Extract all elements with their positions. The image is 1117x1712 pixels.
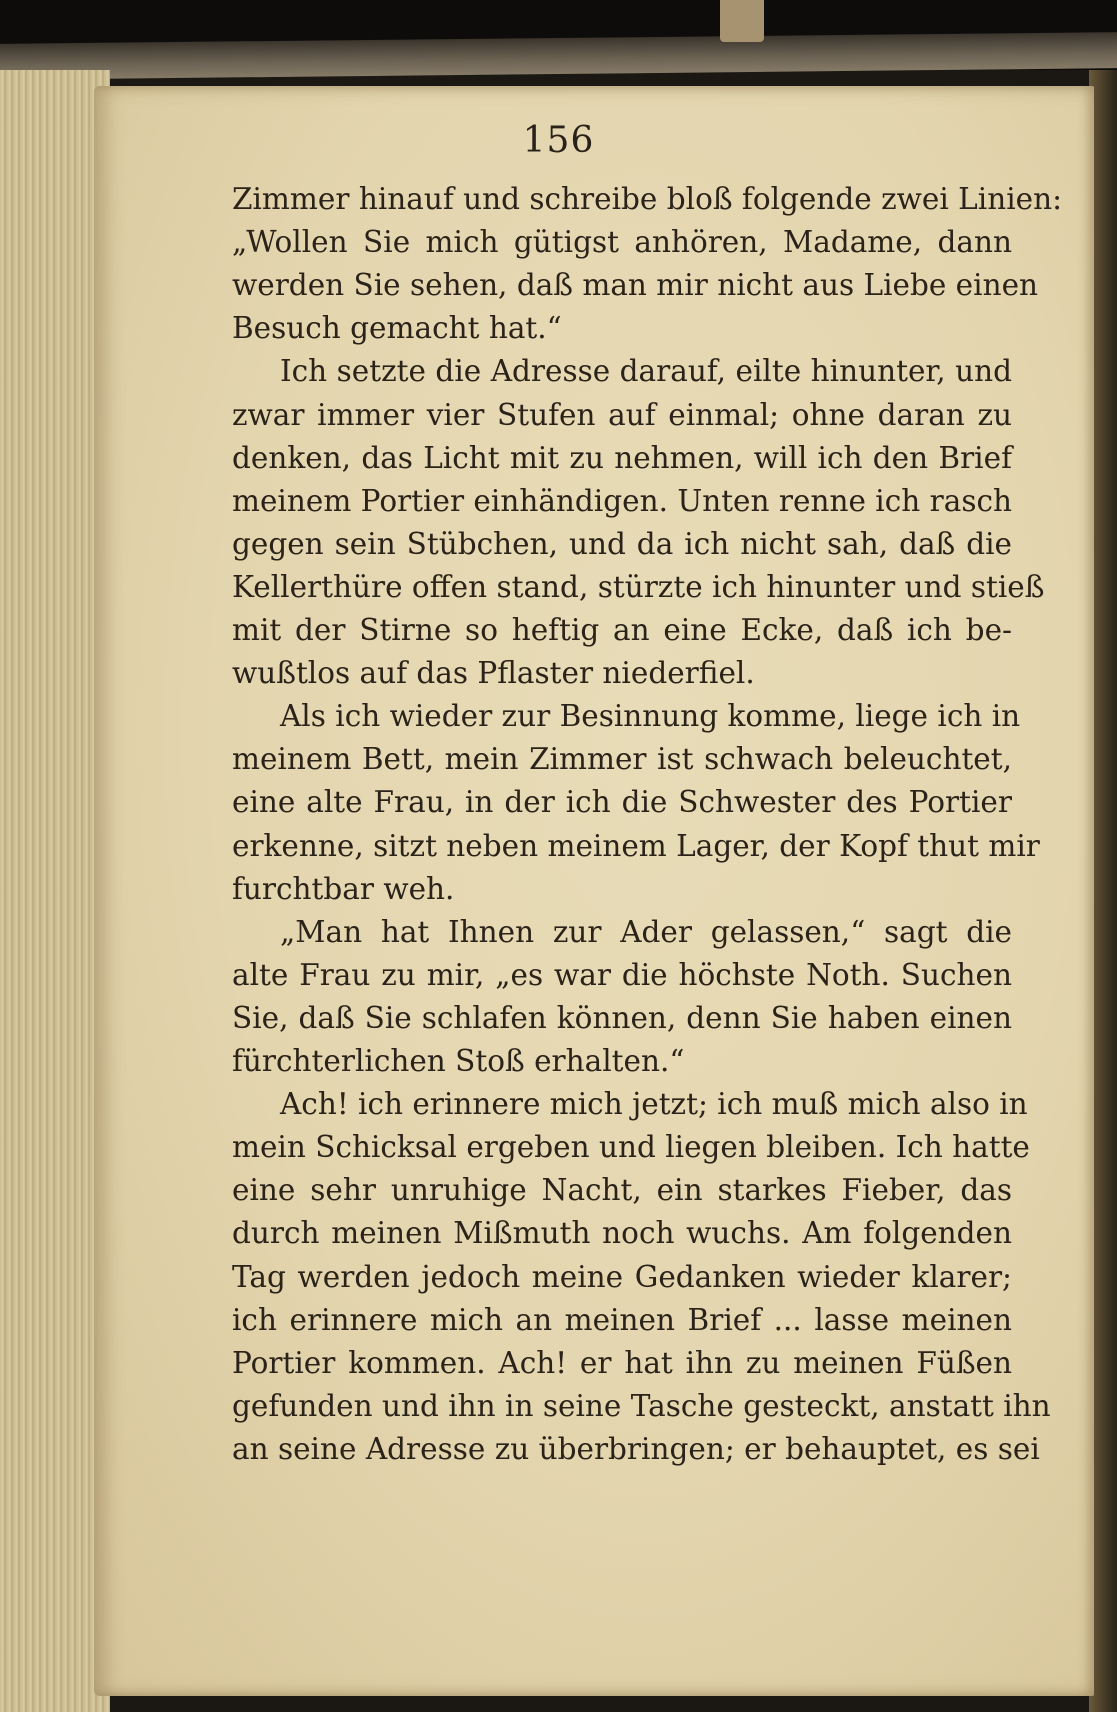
text-line: zwar immer vier Stufen auf einmal; ohne daran zu: [232, 397, 1012, 432]
text-line: Als ich wieder zur Besinnung komme, liege ich in: [280, 699, 1021, 734]
text-line: denken, das Licht mit zu nehmen, will ich den Brief: [232, 440, 1012, 475]
page-number: 156: [522, 120, 595, 161]
text-line: an seine Adresse zu überbringen; er behauptet, es sei: [232, 1431, 1040, 1466]
text-line: Tag werden jedoch meine Gedanken wieder klarer;: [232, 1259, 1012, 1294]
text-line: meinem Bett, mein Zimmer ist schwach beleuchtet,: [232, 742, 1012, 777]
text-line: alte Frau zu mir, „es war die höchste Noth. Suchen: [232, 957, 1012, 992]
text-line: meinem Portier einhändigen. Unten renne ich rasch: [232, 483, 1012, 518]
text-line: Ach! ich erinnere mich jetzt; ich muß mich also in: [280, 1087, 1028, 1122]
text-line: ich erinnere mich an meinen Brief ... lasse meinen: [232, 1302, 1012, 1337]
text-line: Besuch gemacht hat.“: [232, 311, 562, 346]
text-line: Sie, daß Sie schlafen können, denn Sie haben einen: [232, 1000, 1012, 1035]
text-line: eine alte Frau, in der ich die Schwester des Portier: [232, 785, 1012, 820]
text-line: mein Schicksal ergeben und liegen bleiben. Ich hatte: [232, 1130, 1030, 1165]
text-line: Ich setzte die Adresse darauf, eilte hinunter, und: [280, 354, 1012, 389]
text-line: Zimmer hinauf und schreibe bloß folgende zwei Linien:: [232, 182, 1063, 216]
text-line: gefunden und ihn in seine Tasche gesteckt, anstatt ihn: [232, 1388, 1051, 1423]
text-line: erkenne, sitzt neben meinem Lager, der Kopf thut mir: [232, 828, 1040, 863]
text-line: Kellerthüre offen stand, stürzte ich hinunter und stieß: [232, 569, 1045, 604]
bookmark-tab: [720, 0, 764, 42]
text-line: eine sehr unruhige Nacht, ein starkes Fieber, das: [232, 1173, 1012, 1208]
text-line: fürchterlichen Stoß erhalten.“: [232, 1044, 685, 1078]
text-line: gegen sein Stübchen, und da ich nicht sah, daß die: [232, 526, 1012, 561]
text-line: furchtbar weh.: [232, 871, 455, 906]
text-line: „Wollen Sie mich gütigst anhören, Madame, dann: [232, 225, 1012, 260]
text-line: wußtlos auf das Pflaster niederfiel.: [232, 656, 755, 691]
text-line: durch meinen Mißmuth noch wuchs. Am folgenden: [232, 1216, 1012, 1251]
text-line: „Man hat Ihnen zur Ader gelassen,“ sagt die: [280, 914, 1012, 949]
text-line: mit der Stirne so heftig an eine Ecke, daß ich be-: [232, 613, 1012, 647]
text-line: werden Sie sehen, daß man mir nicht aus Liebe einen: [232, 268, 1039, 303]
text-line: Portier kommen. Ach! er hat ihn zu meinen Füßen: [232, 1345, 1012, 1380]
